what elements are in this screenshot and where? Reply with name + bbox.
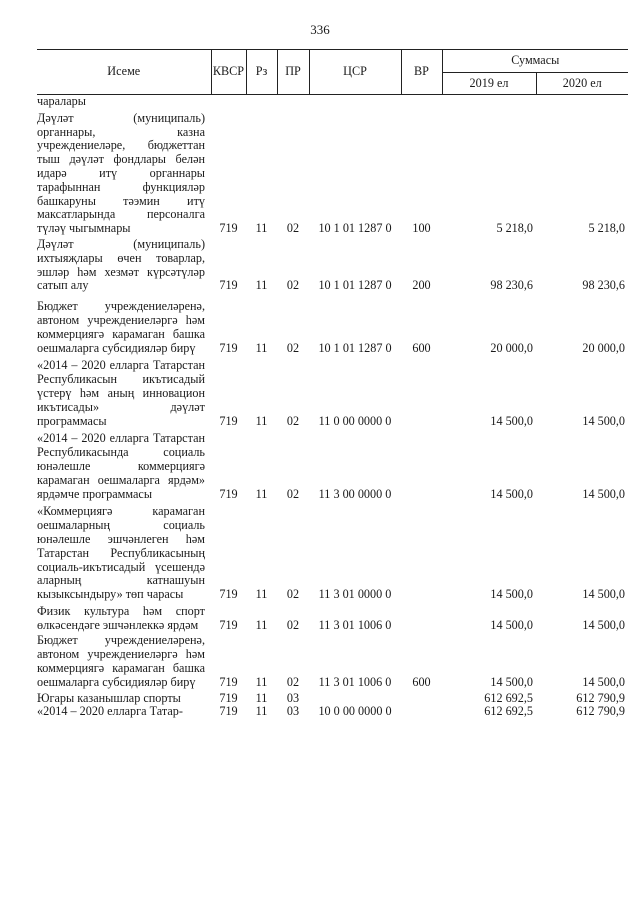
csr-cell: 11 3 01 1006 0 — [318, 617, 392, 632]
kvsr-cell: 719 — [219, 486, 238, 501]
pr-cell: 02 — [286, 340, 300, 355]
name-cell: Дәүләт (муниципаль) ихтыяҗлары өчен товарлар, эшләр һәм хезмәт күрсәтүләр сатып алу — [37, 236, 205, 293]
pr-cell: 02 — [286, 221, 300, 236]
kvsr-cell: 719 — [219, 690, 238, 705]
header-year-2019: 2019 ел — [442, 73, 536, 95]
name-cell: «2014 – 2020 елларга Татар- — [37, 704, 183, 719]
header-name: Исеме — [37, 50, 211, 95]
name-cell: «Коммерциягә карамаган оешмаларның социаль юнәлешле эшчәнлеген һәм Татарстан Республикасының социаль-икътисадый үсешендә аларның катнашуын кызыксындыру» төп чарасы — [37, 504, 205, 602]
vr-cell: 600 — [412, 674, 431, 689]
vr-cell: 100 — [412, 221, 431, 236]
vr-cell — [401, 95, 442, 112]
amount-2019-cell: 612 692,5 — [484, 690, 533, 705]
header-year-2020: 2020 ел — [536, 73, 628, 95]
amount-2019-cell: 612 692,5 — [484, 704, 533, 719]
kvsr-cell: 719 — [219, 617, 238, 632]
amount-2019-cell — [442, 95, 536, 112]
table-row — [37, 112, 628, 238]
vr-cell — [401, 505, 442, 605]
pr-cell: 02 — [286, 278, 300, 293]
rz-cell: 11 — [255, 704, 268, 719]
pr-cell: 03 — [286, 704, 300, 719]
amount-2019-cell: 14 500,0 — [490, 413, 533, 428]
amount-2020-cell: 14 500,0 — [582, 617, 626, 632]
table-body — [37, 95, 628, 722]
kvsr-cell: 719 — [219, 704, 238, 719]
table-row — [37, 705, 628, 721]
table-row — [37, 432, 628, 505]
csr-cell: 11 3 00 0000 0 — [318, 486, 392, 501]
rz-cell: 11 — [255, 617, 268, 632]
csr-cell — [309, 692, 401, 706]
name-cell: «2014 – 2020 елларга Татарстан Республикасын икътисадый үстерү һәм аның инновацион икътисады» дәүләт программасы — [37, 358, 205, 428]
csr-cell: 11 3 01 0000 0 — [318, 587, 392, 602]
kvsr-cell: 719 — [219, 413, 238, 428]
amount-2020-cell — [536, 95, 628, 112]
kvsr-cell: 719 — [219, 587, 238, 602]
vr-cell — [401, 359, 442, 432]
kvsr-cell: 719 — [219, 340, 238, 355]
csr-cell: 10 1 01 1287 0 — [318, 221, 392, 236]
table-row — [37, 505, 628, 605]
amount-2020-cell: 14 500,0 — [582, 587, 626, 602]
name-cell: Дәүләт (муниципаль) органнары, казна учреждениеләре, бюджеттан тыш дәүләт фондлары белән идарә итү органнары тарафыннан функцияләр башкаруны тәэмин итү максатларында персоналга түләү чыгымнары — [37, 110, 205, 236]
name-cell: Югары казанышлар спорты — [37, 690, 181, 705]
pr-cell: 02 — [286, 413, 300, 428]
rz-cell: 11 — [255, 690, 268, 705]
rz-cell: 11 — [255, 674, 268, 689]
amount-2020-cell: 5 218,0 — [588, 221, 626, 236]
pr-cell: 02 — [286, 486, 300, 501]
amount-2019-cell: 20 000,0 — [490, 340, 533, 355]
pr-cell: 03 — [286, 690, 300, 705]
header-kvsr: КВСР — [211, 50, 246, 95]
vr-cell — [401, 432, 442, 505]
csr-cell — [309, 95, 401, 112]
table-header-row — [37, 50, 628, 73]
amount-2019-cell: 14 500,0 — [490, 617, 533, 632]
header-csr: ЦСР — [309, 50, 401, 95]
amount-2020-cell: 14 500,0 — [582, 413, 626, 428]
rz-cell: 11 — [255, 486, 268, 501]
table-row — [37, 692, 628, 706]
name-cell: Физик культура һәм спорт өлкәсендәге эшчәнлеккә ярдәм — [37, 603, 205, 632]
csr-cell: 11 0 00 0000 0 — [318, 413, 392, 428]
amount-2020-cell: 612 790,9 — [576, 704, 626, 719]
kvsr-cell: 719 — [219, 278, 238, 293]
csr-cell: 11 3 01 1006 0 — [318, 674, 392, 689]
kvsr-cell: 719 — [219, 674, 238, 689]
rz-cell: 11 — [255, 587, 268, 602]
vr-cell — [401, 705, 442, 721]
kvsr-cell: 719 — [219, 221, 238, 236]
vr-cell — [401, 692, 442, 706]
header-rz: Рз — [246, 50, 277, 95]
rz-cell — [246, 95, 277, 112]
name-cell: Бюджет учреждениеләренә, автоном учреждениеләргә һәм коммерциягә карамаган башка оешмаларга субсидияләр бирү — [37, 299, 205, 355]
amount-2019-cell: 5 218,0 — [496, 221, 533, 236]
amount-2020-cell: 612 790,9 — [576, 690, 626, 705]
table-row — [37, 634, 628, 691]
header-pr: ПР — [277, 50, 309, 95]
rz-cell: 11 — [255, 413, 268, 428]
page-number: 336 — [310, 22, 330, 37]
csr-cell: 10 1 01 1287 0 — [318, 340, 392, 355]
table-row — [37, 95, 628, 112]
name-cell: Бюджет учреждениеләренә, автоном учреждениеләргә һәм коммерциягә карамаган башка оешмаларга субсидияләр бирү — [37, 633, 205, 689]
vr-cell: 600 — [412, 340, 431, 355]
name-cell: чаралары — [37, 94, 86, 108]
amount-2020-cell: 14 500,0 — [582, 674, 626, 689]
rz-cell: 11 — [255, 278, 268, 293]
budget-table — [37, 49, 628, 721]
amount-2020-cell: 14 500,0 — [582, 486, 626, 501]
amount-2020-cell: 98 230,6 — [582, 278, 626, 293]
amount-2019-cell: 98 230,6 — [490, 278, 533, 293]
pr-cell: 02 — [286, 674, 300, 689]
table-row — [37, 359, 628, 432]
table-row — [37, 605, 628, 635]
pr-cell — [277, 95, 309, 112]
csr-cell: 10 0 00 0000 0 — [318, 704, 392, 719]
name-cell: «2014 – 2020 елларга Татарстан Республикасында социаль юнәлешле коммерциягә карамаган оешмаларга ярдәм» ярдәмче программасы — [37, 431, 205, 501]
csr-cell: 10 1 01 1287 0 — [318, 278, 392, 293]
rz-cell: 11 — [255, 340, 268, 355]
vr-cell: 200 — [412, 278, 431, 293]
header-vr: ВР — [401, 50, 442, 95]
table-row — [37, 300, 628, 359]
amount-2019-cell: 14 500,0 — [490, 587, 533, 602]
pr-cell: 02 — [286, 587, 300, 602]
pr-cell: 02 — [286, 617, 300, 632]
amount-2020-cell: 20 000,0 — [582, 340, 626, 355]
header-sums: Суммасы — [442, 50, 628, 73]
rz-cell: 11 — [255, 221, 268, 236]
kvsr-cell — [211, 95, 246, 112]
amount-2019-cell: 14 500,0 — [490, 486, 533, 501]
vr-cell — [401, 605, 442, 635]
amount-2019-cell: 14 500,0 — [490, 674, 533, 689]
table-row — [37, 238, 628, 300]
